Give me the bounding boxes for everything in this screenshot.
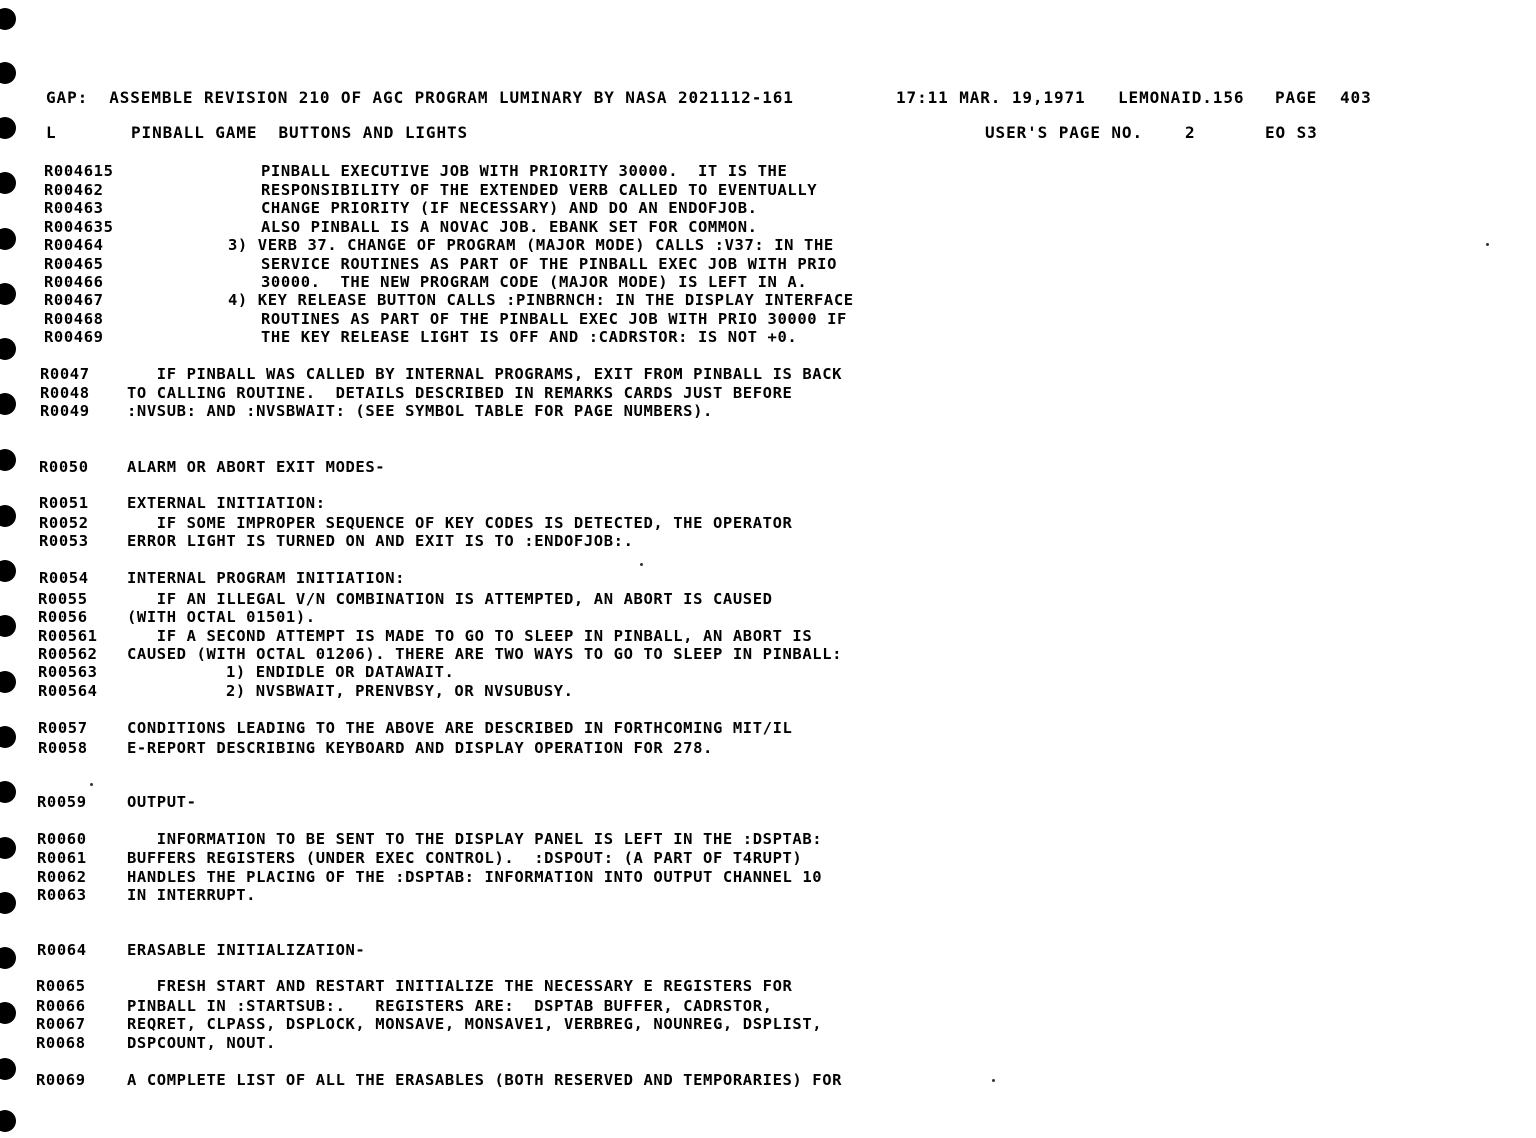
line-text: IF SOME IMPROPER SEQUENCE OF KEY CODES IS DETECTED, THE OPERATOR bbox=[127, 514, 793, 532]
punch-hole-icon bbox=[0, 283, 16, 305]
line-id: R00562 bbox=[38, 645, 98, 663]
punch-hole-icon bbox=[0, 1002, 16, 1024]
line-text: PINBALL IN :STARTSUB:. REGISTERS ARE: DSPTAB BUFFER, CADRSTOR, bbox=[127, 997, 773, 1015]
line-id: R0068 bbox=[36, 1034, 86, 1052]
punch-hole-icon bbox=[0, 338, 16, 360]
users-page-number: 2 bbox=[1185, 123, 1196, 142]
line-id: R0062 bbox=[37, 868, 87, 886]
punch-hole-icon bbox=[0, 8, 16, 30]
line-text: IF A SECOND ATTEMPT IS MADE TO GO TO SLEEP IN PINBALL, AN ABORT IS bbox=[127, 627, 813, 645]
job-name: LEMONAID.156 bbox=[1118, 88, 1245, 107]
punch-hole-icon bbox=[0, 62, 16, 84]
line-text: ALARM OR ABORT EXIT MODES- bbox=[127, 458, 386, 476]
line-id: R00462 bbox=[44, 181, 104, 199]
print-speck bbox=[640, 563, 643, 566]
line-text: OUTPUT- bbox=[127, 793, 197, 811]
line-id: R00465 bbox=[44, 255, 104, 273]
line-id: R0055 bbox=[38, 590, 88, 608]
punch-hole-icon bbox=[0, 615, 16, 637]
line-id: R00469 bbox=[44, 328, 104, 346]
punch-hole-icon bbox=[0, 726, 16, 748]
punch-hole-icon bbox=[0, 671, 16, 693]
punch-hole-icon bbox=[0, 228, 16, 250]
line-text: 30000. THE NEW PROGRAM CODE (MAJOR MODE) IS LEFT IN A. bbox=[261, 273, 808, 291]
users-page-label: USER'S PAGE NO. bbox=[985, 123, 1143, 142]
line-id: R0056 bbox=[38, 608, 88, 626]
line-id: R00468 bbox=[44, 310, 104, 328]
line-text: 1) ENDIDLE OR DATAWAIT. bbox=[226, 663, 455, 681]
line-text: BUFFERS REGISTERS (UNDER EXEC CONTROL). :DSPOUT: (A PART OF T4RUPT) bbox=[127, 849, 803, 867]
line-text: PINBALL EXECUTIVE JOB WITH PRIORITY 30000. IT IS THE bbox=[261, 162, 788, 180]
line-text: EXTERNAL INITIATION: bbox=[127, 494, 326, 512]
line-id: R0049 bbox=[40, 402, 90, 420]
line-text: 4) KEY RELEASE BUTTON CALLS :PINBRNCH: IN THE DISPLAY INTERFACE bbox=[228, 291, 854, 309]
line-id: R0063 bbox=[37, 886, 87, 904]
line-text: REQRET, CLPASS, DSPLOCK, MONSAVE, MONSAVE1, VERBREG, NOUNREG, DSPLIST, bbox=[127, 1015, 823, 1033]
line-text: 2) NVSBWAIT, PRENVBSY, OR NVSUBUSY. bbox=[226, 682, 574, 700]
line-id: R00467 bbox=[44, 291, 104, 309]
assembly-timestamp: 17:11 MAR. 19,1971 bbox=[896, 88, 1086, 107]
tractor-feed-holes bbox=[0, 0, 18, 1138]
line-id: R0054 bbox=[39, 569, 89, 587]
line-text: THE KEY RELEASE LIGHT IS OFF AND :CADRSTOR: IS NOT +0. bbox=[261, 328, 798, 346]
line-id: R0057 bbox=[38, 719, 88, 737]
punch-hole-icon bbox=[0, 1110, 16, 1132]
print-speck bbox=[90, 783, 93, 786]
punch-hole-icon bbox=[0, 1058, 16, 1080]
line-id: R0065 bbox=[36, 977, 86, 995]
punch-hole-icon bbox=[0, 393, 16, 415]
line-text: CHANGE PRIORITY (IF NECESSARY) AND DO AN ENDOFJOB. bbox=[261, 199, 758, 217]
line-text: 3) VERB 37. CHANGE OF PROGRAM (MAJOR MODE) CALLS :V37: IN THE bbox=[228, 236, 834, 254]
punch-hole-icon bbox=[0, 892, 16, 914]
line-id: R0051 bbox=[39, 494, 89, 512]
punch-hole-icon bbox=[0, 781, 16, 803]
eo-code: EO S3 bbox=[1265, 123, 1318, 142]
line-id: R004615 bbox=[44, 162, 114, 180]
line-id: R00563 bbox=[38, 663, 98, 681]
assembly-header: GAP: ASSEMBLE REVISION 210 OF AGC PROGRAM LUMINARY BY NASA 2021112-161 bbox=[46, 88, 794, 107]
line-id: R00466 bbox=[44, 273, 104, 291]
line-id: R0059 bbox=[37, 793, 87, 811]
line-id: R0060 bbox=[37, 830, 87, 848]
punch-hole-icon bbox=[0, 449, 16, 471]
print-speck bbox=[1486, 243, 1489, 246]
punch-hole-icon bbox=[0, 947, 16, 969]
line-text: FRESH START AND RESTART INITIALIZE THE NECESSARY E REGISTERS FOR bbox=[127, 977, 793, 995]
line-id: R0058 bbox=[38, 739, 88, 757]
line-text: HANDLES THE PLACING OF THE :DSPTAB: INFORMATION INTO OUTPUT CHANNEL 10 bbox=[127, 868, 823, 886]
line-text: INFORMATION TO BE SENT TO THE DISPLAY PANEL IS LEFT IN THE :DSPTAB: bbox=[127, 830, 823, 848]
page-label: PAGE bbox=[1275, 88, 1318, 107]
line-id: R0064 bbox=[37, 941, 87, 959]
line-text: INTERNAL PROGRAM INITIATION: bbox=[127, 569, 406, 587]
line-text: ERASABLE INITIALIZATION- bbox=[127, 941, 366, 959]
line-id: R0066 bbox=[36, 997, 86, 1015]
line-id: R0048 bbox=[40, 384, 90, 402]
punch-hole-icon bbox=[0, 172, 16, 194]
line-text: TO CALLING ROUTINE. DETAILS DESCRIBED IN REMARKS CARDS JUST BEFORE bbox=[127, 384, 793, 402]
line-id: R004635 bbox=[44, 218, 114, 236]
line-id: R00463 bbox=[44, 199, 104, 217]
punch-hole-icon bbox=[0, 560, 16, 582]
line-text: IF PINBALL WAS CALLED BY INTERNAL PROGRAMS, EXIT FROM PINBALL IS BACK bbox=[127, 365, 843, 383]
punch-hole-icon bbox=[0, 117, 16, 139]
line-text: E-REPORT DESCRIBING KEYBOARD AND DISPLAY OPERATION FOR 278. bbox=[127, 739, 713, 757]
line-text: IF AN ILLEGAL V/N COMBINATION IS ATTEMPTED, AN ABORT IS CAUSED bbox=[127, 590, 773, 608]
line-text: SERVICE ROUTINES AS PART OF THE PINBALL EXEC JOB WITH PRIO bbox=[261, 255, 838, 273]
line-text: ROUTINES AS PART OF THE PINBALL EXEC JOB WITH PRIO 30000 IF bbox=[261, 310, 847, 328]
line-text: A COMPLETE LIST OF ALL THE ERASABLES (BOTH RESERVED AND TEMPORARIES) FOR bbox=[127, 1071, 843, 1089]
print-speck bbox=[992, 1079, 995, 1082]
line-id: R0047 bbox=[40, 365, 90, 383]
line-id: R0061 bbox=[37, 849, 87, 867]
line-id: R00561 bbox=[38, 627, 98, 645]
line-text: CAUSED (WITH OCTAL 01206). THERE ARE TWO WAYS TO GO TO SLEEP IN PINBALL: bbox=[127, 645, 843, 663]
listing-type: L bbox=[46, 123, 57, 142]
punch-hole-icon bbox=[0, 505, 16, 527]
punch-hole-icon bbox=[0, 837, 16, 859]
line-id: R0069 bbox=[36, 1071, 86, 1089]
line-text: RESPONSIBILITY OF THE EXTENDED VERB CALLED TO EVENTUALLY bbox=[261, 181, 818, 199]
line-id: R00464 bbox=[44, 236, 104, 254]
line-id: R0050 bbox=[39, 458, 89, 476]
line-id: R00564 bbox=[38, 682, 98, 700]
section-title: PINBALL GAME BUTTONS AND LIGHTS bbox=[131, 123, 469, 142]
line-text: IN INTERRUPT. bbox=[127, 886, 257, 904]
line-id: R0067 bbox=[36, 1015, 86, 1033]
line-text: CONDITIONS LEADING TO THE ABOVE ARE DESCRIBED IN FORTHCOMING MIT/IL bbox=[127, 719, 793, 737]
line-text: ERROR LIGHT IS TURNED ON AND EXIT IS TO :ENDOFJOB:. bbox=[127, 532, 634, 550]
line-text: DSPCOUNT, NOUT. bbox=[127, 1034, 276, 1052]
line-text: :NVSUB: AND :NVSBWAIT: (SEE SYMBOL TABLE FOR PAGE NUMBERS). bbox=[127, 402, 713, 420]
line-text: (WITH OCTAL 01501). bbox=[127, 608, 316, 626]
page-number: 403 bbox=[1340, 88, 1372, 107]
line-id: R0053 bbox=[39, 532, 89, 550]
line-id: R0052 bbox=[39, 514, 89, 532]
line-text: ALSO PINBALL IS A NOVAC JOB. EBANK SET FOR COMMON. bbox=[261, 218, 758, 236]
